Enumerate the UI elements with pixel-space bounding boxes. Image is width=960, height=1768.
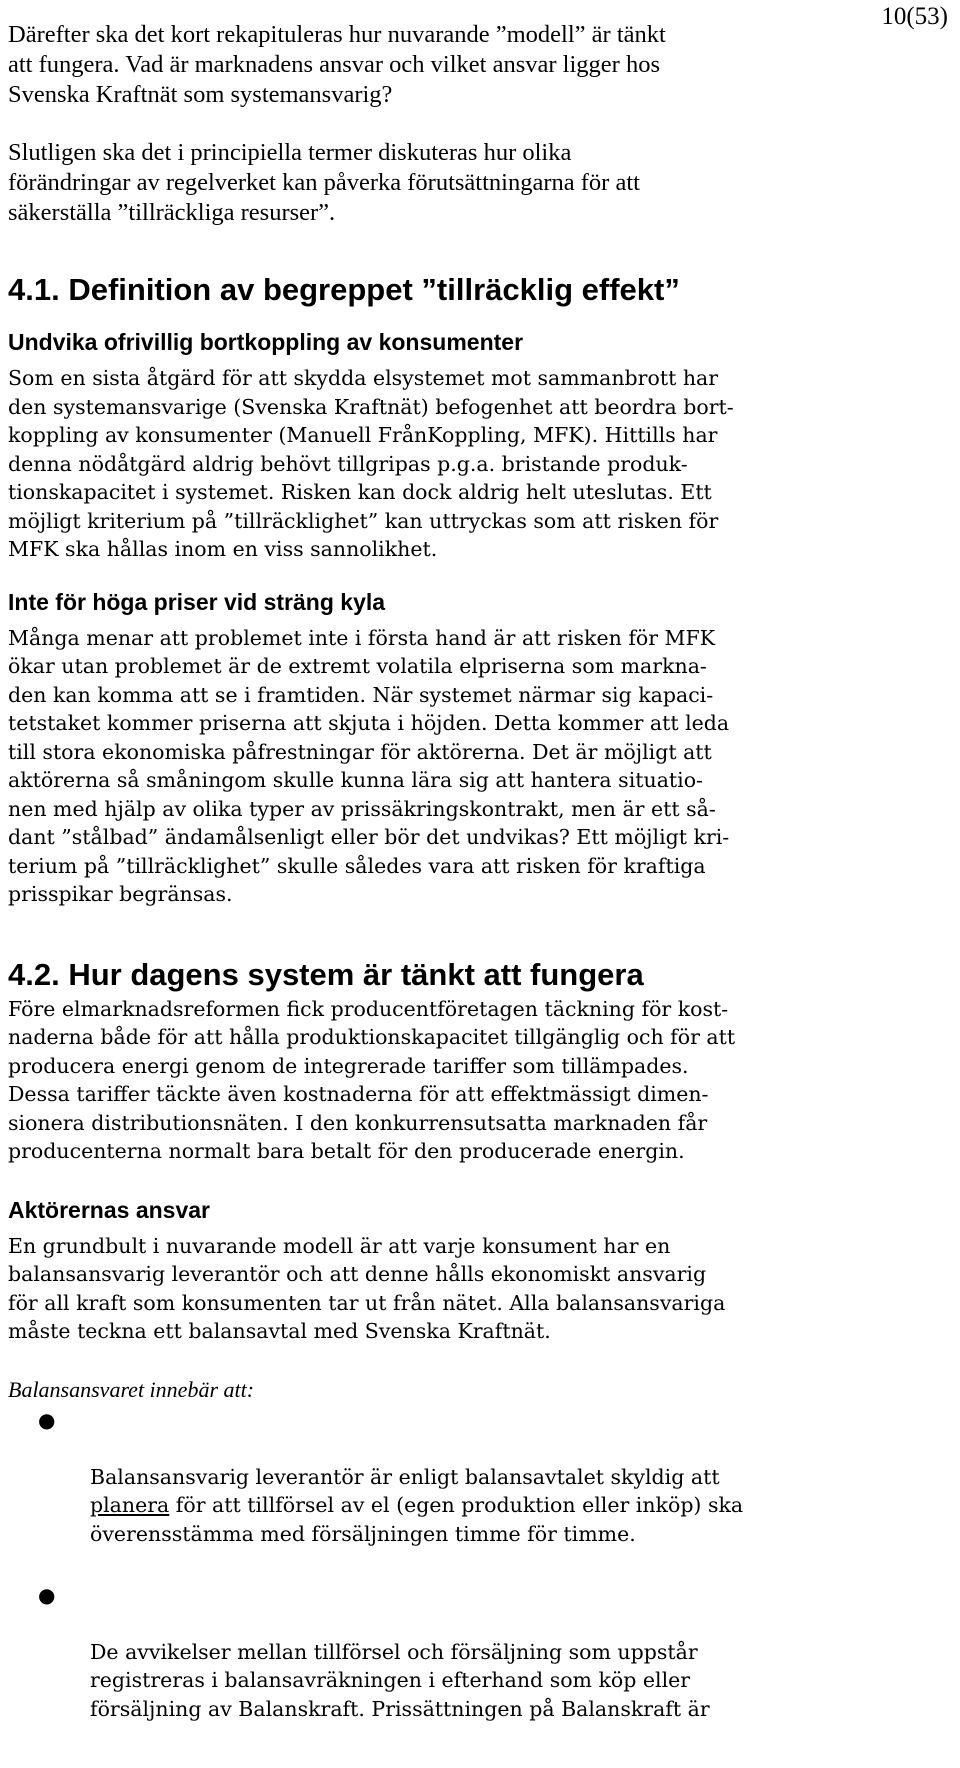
lead-balansansvar: Balansansvaret innebär att: <box>8 1376 255 1402</box>
subheading-undvika-bortkoppling: Undvika ofrivillig bortkoppling av konsumenter <box>8 329 524 355</box>
balansansvar-list <box>8 1406 908 1752</box>
bullet-icon: ● <box>38 1582 56 1607</box>
paragraph-aktorernas-ansvar: En grundbult i nuvarande modell är att varje konsument har en balansansvarig leverantör och att denne hålls ekonomiskt ansvarig för all kraft som konsumenten tar ut från nätet. Alla balansansvariga måste teckna ett balansavtal med Svenska Kraftnät. <box>8 1233 726 1343</box>
paragraph-undvika-bortkoppling: Som en sista åtgärd för att skydda elsystemet mot sammanbrott har den systemansvarige (Svenska Kraftnät) befogenhet att beordra bort- koppling av konsumenter (Manuell FrånKoppling, MFK). Hittills har denna nödåtgärd aldrig behövt tillgripas p.g.a. bristande produk- tionskapacitet i systemet. Risken kan dock aldrig helt uteslutas. Ett möjligt kriterium på ”tillräcklighet” kan uttryckas som att risken för MFK ska hållas inom en viss sannolikhet. <box>8 366 734 561</box>
underlined-word: planera <box>90 1493 170 1517</box>
intro-paragraph-2: Slutligen ska det i principiella termer diskuteras hur olika förändringar av regelverket kan påverka förutsättningarna för att säkerställa ”tillräckliga resurser”. <box>8 139 640 226</box>
subheading-hoga-priser: Inte för höga priser vid sträng kyla <box>8 588 386 615</box>
list-item: ● De avvikelser mellan tillförsel och försäljning som uppstår registreras i balansavräkningen i efterhand som köp eller försäljning av Balanskraft. Prissättningen på Balanskraft är <box>38 1582 710 1721</box>
section-4-2-heading: 4.2. Hur dagens system är tänkt att fungera <box>8 956 644 992</box>
paragraph-dagens-system: Före elmarknadsreformen fick producentföretagen täckning för kost- naderna både för att hålla produktionskapacitet tillgänglig och för att producera energi genom de integrerade tariffer som tillämpades. Dessa tariffer täckte även kostnaderna för att effektmässigt dimen- sionera distributionsnäten. I den konkurrensutsatta marknaden får producenterna normalt bara betalt för den producerade energin. <box>8 996 736 1163</box>
subheading-aktorernas-ansvar: Aktörernas ansvar <box>8 1196 210 1223</box>
list-item: ● Balansansvarig leverantör är enligt balansavtalet skyldig att planera för att tillförsel av el (egen produktion eller inköp) ska överensstämma med försäljningen timme för timme. <box>38 1407 744 1546</box>
bullet-icon: ● <box>38 1407 56 1432</box>
paragraph-hoga-priser: Många menar att problemet inte i första hand är att risken för MFK ökar utan problemet är de extremt volatila elpriserna som markna- den kan komma att se i framtiden. När systemet närmar sig kapaci- tetstaket kommer priserna att skjuta i höjden. Detta kommer att leda till stora ekonomiska påfrestningar för aktörerna. Det är möjligt att aktörerna så småningom skulle kunna lära sig att hantera situatio- nen med hjälp av olika typer av prissäkringskontrakt, men är ett så- dant ”stålbad” ändamålsenligt eller bör det undvikas? Ett möjligt kri- terium på ”tillräcklighet” skulle således vara att risken för kraftiga prisspikar begränsas. <box>8 625 730 906</box>
section-4-1-heading: 4.1. Definition av begreppet ”tillräcklig effekt” <box>8 272 680 307</box>
intro-paragraph-1: Därefter ska det kort rekapituleras hur nuvarande ”modell” är tänkt att fungera. Vad är marknadens ansvar och vilket ansvar ligger hos Svenska Kraftnät som systemansvarig? <box>8 21 666 108</box>
page-number: 10(53) <box>881 3 948 30</box>
document-body <box>8 0 908 1752</box>
